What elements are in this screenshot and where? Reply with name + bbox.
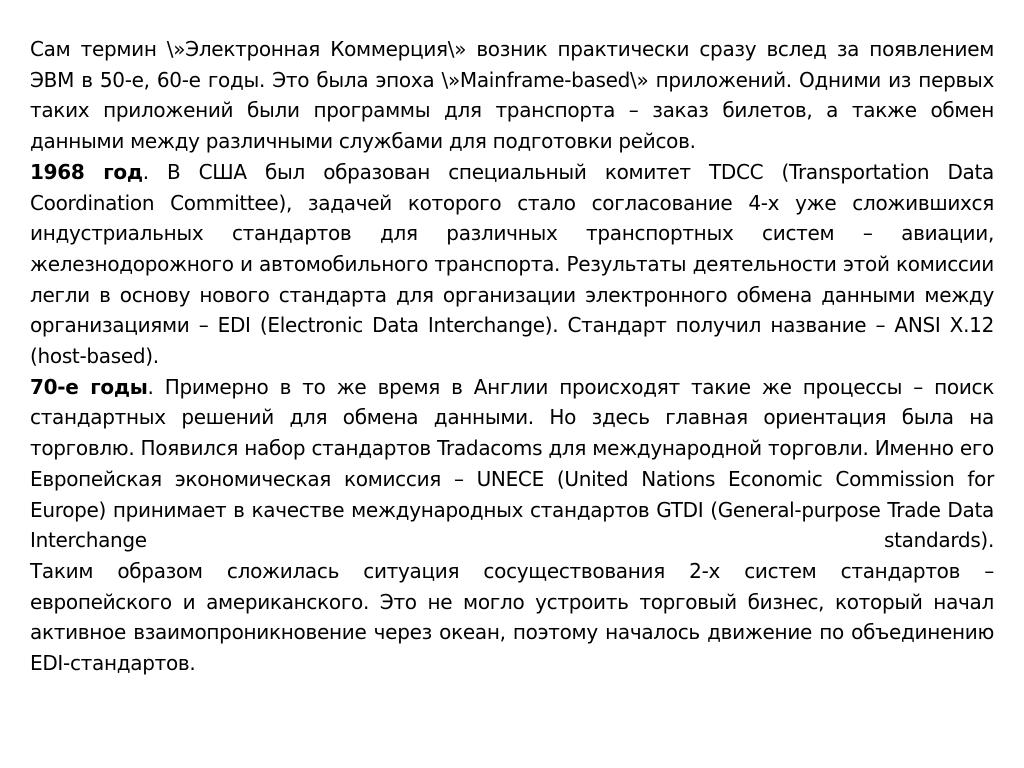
paragraph-1968 <box>30 157 994 372</box>
slide-body <box>30 34 994 679</box>
paragraph-origins: Сам термин \»Электронная Коммерция\» возник практически сразу вслед за появлением ЭВМ в 50-е, 60-е годы. Это была эпоха \»Mainframe-based\» приложений. Одними из первых таких приложений были программы для транспорта – заказ билетов, а также обмен данными между различными службами для подготовки рейсов. <box>30 37 994 154</box>
paragraph-70s-text: . Примерно в то же время в Англии происходят такие же процессы – поиск стандартных решений для обмена данными. Но здесь главная ориентация была на торговлю. Появился набор стандартов Tradacoms для международной торговли. Именно его Европейская экономическая комиссия – UNECE (United Nations Economic Commission for Europe) принимает в качестве международных стандартов GTDI (General-purpose Trade Data Interchange standards). <box>30 374 994 553</box>
paragraph-conclusion: Таким образом сложилась ситуация сосуществования 2-х систем стандартов – европейского и американского. Это не могло устроить торговый бизнес, который начал активное взаимопроникновение через океан, поэтому началось движение по объединению EDI-стандартов. <box>30 558 994 676</box>
year-label-70s: 70-е годы <box>30 374 148 399</box>
year-label-1968: 1968 год <box>30 159 143 184</box>
paragraph-70s <box>30 372 994 556</box>
paragraph-1968-text: . В США был образован специальный комитет TDCC (Transportation Data Coordination Committee), задачей которого стало согласование 4-х уже сложившихся индустриальных стандартов для различных транспортных систем – авиации, железнодорожного и автомобильного транспорта. Результаты деятельности этой комиссии легли в основу нового стандарта для организации электронного обмена данными между организациями – EDI (Electronic Data Interchange). Стандарт получил название – ANSI X.12 (host-based). <box>30 159 994 369</box>
